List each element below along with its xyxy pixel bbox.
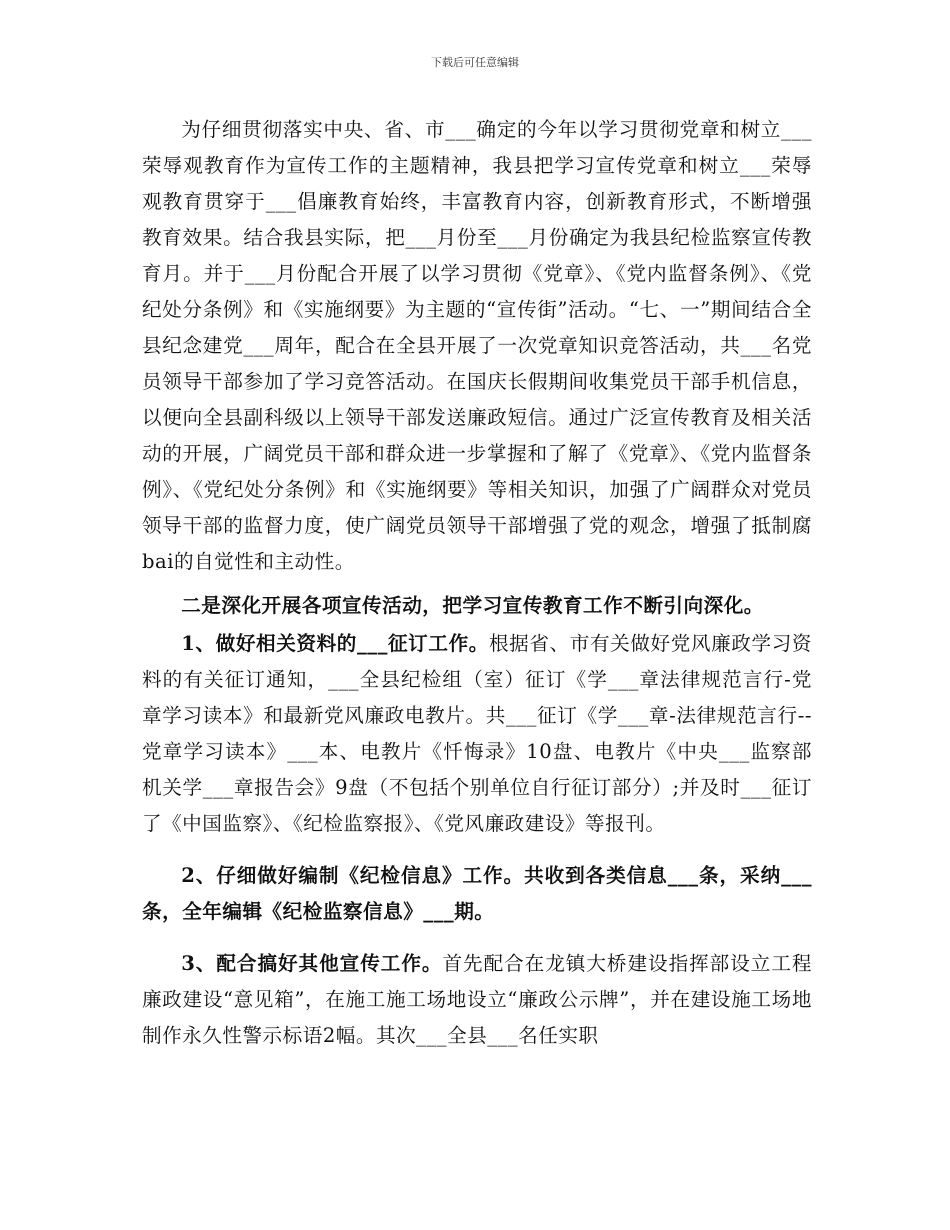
- paragraph-item-3: [142, 946, 812, 1054]
- paragraph-publicity-month: [142, 112, 812, 580]
- paragraph-text: 为仔细贯彻落实中央、省、市___确定的今年以学习贯彻党章和树立___荣辱观教育作为宣传工作的主题精神，我县把学习宣传党章和树立___荣辱观教育贯穿于___倡廉教育始终，丰富教育内容，创新教育形式，不断增强教育效果。结合我县实际，把___月份至___月份确定为我县纪检监察宣传教育月。并于___月份配合开展了以学习贯彻《党章》、《党内监督条例》、《党纪处分条例》和《实施纲要》为主题的“宣传街”活动。“七、一”期间结合全县纪念建党___周年，配合在全县开展了一次党章知识竞答活动，共___名党员领导干部参加了学习竞答活动。在国庆长假期间收集党员干部手机信息，以便向全县副科级以上领导干部发送廉政短信。通过广泛宣传教育及相关活动的开展，广阔党员干部和群众进一步掌握和了解了《党章》、《党内监督条例》、《党纪处分条例》和《实施纲要》等相关知识，加强了广阔群众对党员领导干部的监督力度，使广阔党员领导干部增强了党的观念，增强了抵制腐bai的自觉性和主动性。: [142, 118, 812, 573]
- paragraph-item-1: [142, 626, 812, 842]
- item-1-text: 根据省、市有关做好党风廉政学习资料的有关征订通知，___全县纪检组（室）征订《学___章法律规范言行-党章学习读本》和最新党风廉政电教片。共___征订《学___章-法律规范言行--党章学习读本》___本、电教片《忏悔录》10盘、电教片《中央___监察部机关学___章报告会》9盘（不包括个别单位自行征订部分）;并及时___征订了《中国监察》、《纪检监察报》、《党风廉政建设》等报刊。: [142, 632, 812, 835]
- page-header: 下载后可任意编辑: [431, 56, 519, 69]
- paragraph-section-heading: [142, 588, 812, 624]
- item-3-text: 首先配合在龙镇大桥建设指挥部设立工程廉政建设“意见箱”，在施工施工场地设立“廉政公示牌”，并在建设施工场地制作永久性警示标语2幅。其次___全县___名任实职: [142, 952, 812, 1047]
- item-3-lead: 3、配合搞好其他宣传工作。: [181, 952, 443, 975]
- item-1-lead: 1、做好相关资料的___征订工作。: [181, 632, 489, 655]
- item-2-text: 2、仔细做好编制《纪检信息》工作。共收到各类信息___条，采纳___条，全年编辑《纪检监察信息》___期。: [142, 864, 812, 923]
- paragraph-item-2: [142, 858, 812, 930]
- section-heading-text: 二是深化开展各项宣传活动，把学习宣传教育工作不断引向深化。: [181, 594, 764, 617]
- document-body: [142, 112, 812, 1054]
